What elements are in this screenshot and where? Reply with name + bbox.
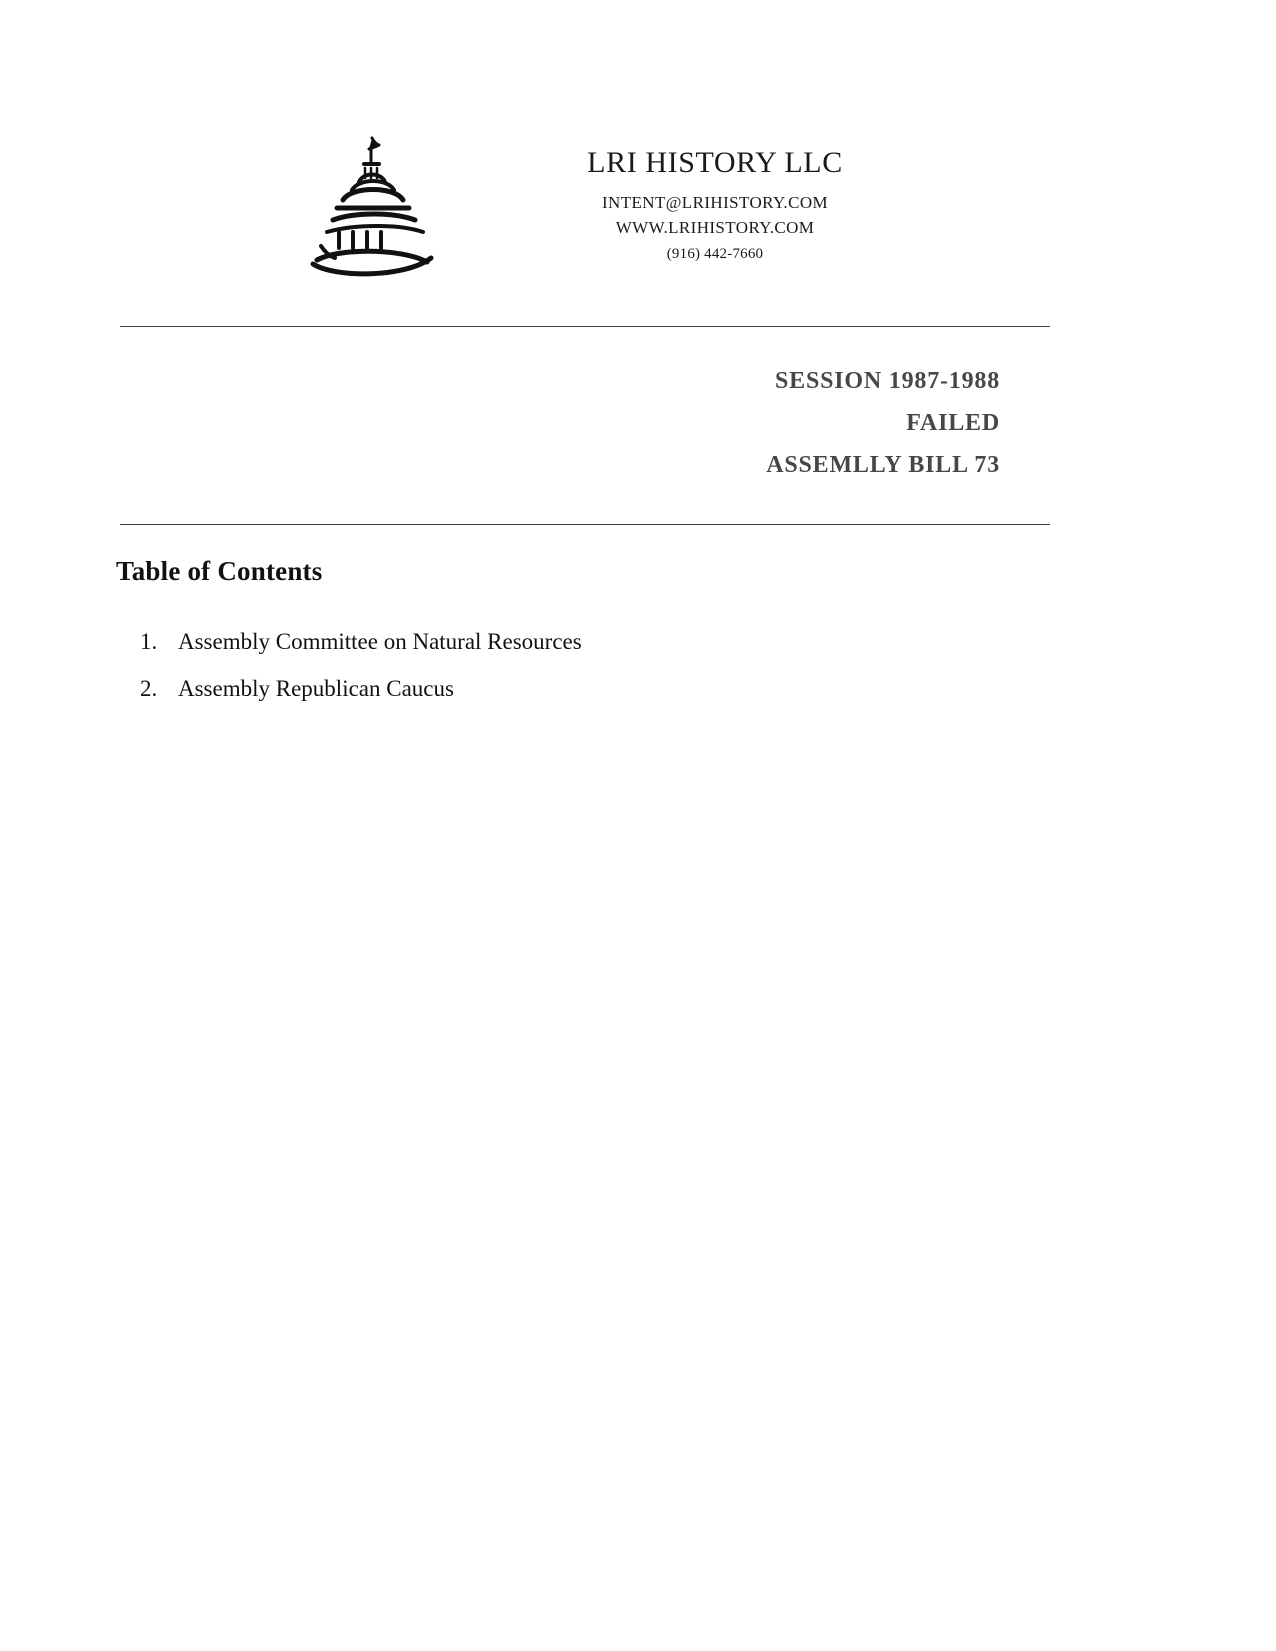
session-line: SESSION 1987-1988: [775, 368, 1000, 394]
org-contact-block: [450, 146, 980, 263]
list-item-label: Assembly Committee on Natural Resources: [178, 629, 582, 654]
org-phone: (916) 442-7660: [666, 246, 764, 263]
letterhead: [120, 120, 1050, 300]
list-item[interactable]: [140, 665, 940, 712]
bill-heading: [120, 360, 1000, 486]
org-email: INTENT@LRIHISTORY.COM: [601, 193, 829, 212]
table-of-contents-title: Table of Contents: [116, 556, 323, 586]
table-of-contents-list: [140, 618, 940, 712]
list-item-number: 1.: [140, 629, 158, 654]
bill-line: ASSEMLLY BILL 73: [766, 452, 1000, 478]
org-website: WWW.LRIHISTORY.COM: [615, 217, 815, 237]
status-line: FAILED: [906, 410, 1000, 436]
capitol-dome-icon: [295, 128, 445, 288]
list-item[interactable]: [140, 618, 940, 665]
org-name: LRI HISTORY LLC: [587, 146, 843, 179]
divider-bottom: [120, 524, 1050, 525]
list-item-label: Assembly Republican Caucus: [178, 676, 454, 701]
divider-top: [120, 326, 1050, 327]
list-item-number: 2.: [140, 676, 158, 701]
